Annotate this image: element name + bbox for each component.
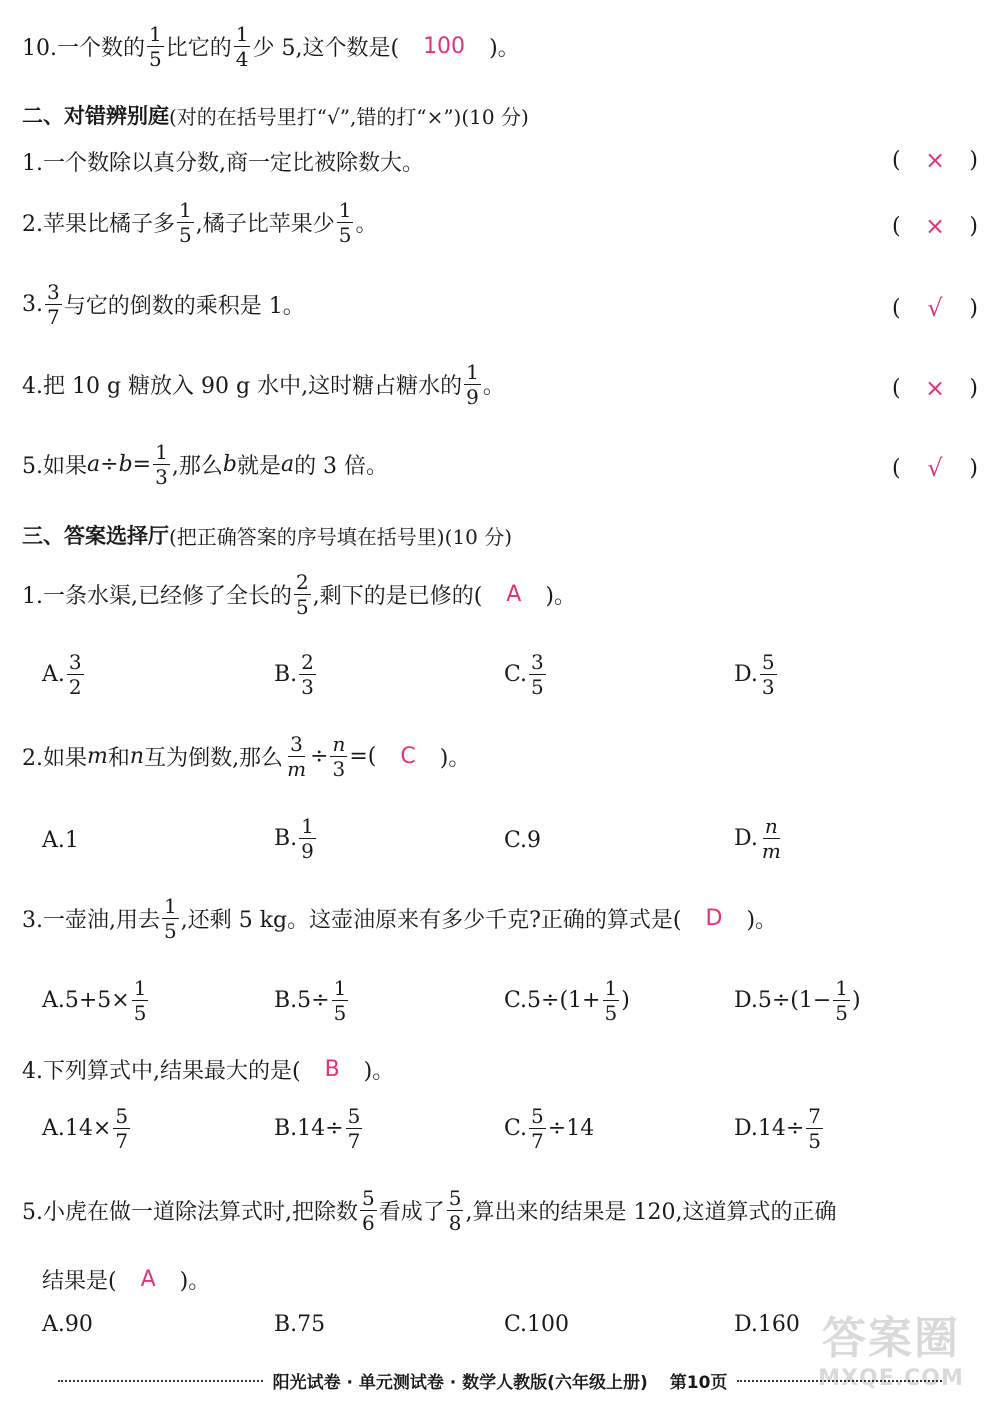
mc-question-5-line2: 结果是( A )。 xyxy=(42,1267,211,1294)
mc-question-1: 1.一条水渠,已经修了全长的 $\frac{2}{5}$ ,剩下的是已修的( A )。 xyxy=(22,570,576,619)
fraction: $\frac{1}{5}$ xyxy=(179,198,192,247)
watermark-logo: 答案圈 MXQE.COM xyxy=(818,1312,964,1391)
fraction: $\frac{1}{4}$ xyxy=(235,22,249,71)
option-a: A.14× $\frac{5}{7}$ xyxy=(42,1104,129,1153)
option-d: D. $\frac{5}{3}$ xyxy=(734,650,775,699)
option-b: B. $\frac{1}{9}$ xyxy=(274,814,314,863)
option-c: C.100 xyxy=(504,1312,570,1337)
option-b: B.75 xyxy=(274,1312,326,1337)
option-d: D.14÷ $\frac{7}{5}$ xyxy=(734,1104,822,1153)
fraction: $\frac{3}{7}$ xyxy=(47,280,60,329)
option-d: D. $\frac{n}{m}$ xyxy=(734,814,781,863)
question-10: 10.一个数的 $\frac{1}{5}$ 比它的 $\frac{1}{4}$ 少 5,这个数是( 100 )。 xyxy=(22,22,520,71)
option-a: A.1 xyxy=(42,828,79,853)
footer-title: 阳光试卷 · 单元测试卷 · 数学人教版(六年级上册) xyxy=(272,1373,648,1393)
section-2-heading: 二、对错辨别庭 (对的在括号里打“√”,错的打“×”)(10 分) xyxy=(22,104,529,129)
fraction: $\frac{1}{9}$ xyxy=(466,360,479,409)
option-b: B.14÷ $\frac{5}{7}$ xyxy=(274,1104,361,1153)
answer-paren-2: ( × ) xyxy=(892,212,978,240)
fraction: $\frac{1}{5}$ xyxy=(163,894,177,943)
tf-question-2: 2.苹果比橘子多 $\frac{1}{5}$ ,橘子比苹果少 $\frac{1}{5}$ 。 xyxy=(22,198,378,247)
answer: 100 xyxy=(423,34,466,59)
answer: A xyxy=(506,582,522,607)
answer-paren-3: ( √ ) xyxy=(892,294,978,322)
answer-paren-4: ( × ) xyxy=(892,374,978,402)
answer-paren-1: ( × ) xyxy=(892,146,978,174)
page-footer xyxy=(48,1368,952,1393)
option-c: C.5÷(1+ $\frac{1}{5}$ ) xyxy=(504,976,630,1025)
option-d: D.160 xyxy=(734,1312,800,1337)
fraction: $\frac{5}{6}$ xyxy=(362,1186,375,1235)
option-c: C. $\frac{5}{7}$ ÷14 xyxy=(504,1104,595,1153)
footer-divider-left xyxy=(58,1380,263,1382)
option-b: B.5÷ $\frac{1}{5}$ xyxy=(274,976,347,1025)
tf-question-4: 4.把 10 g 糖放入 90 g 水中,这时糖占糖水的 $\frac{1}{9}$ 。 xyxy=(22,360,505,409)
option-c: C. $\frac{3}{5}$ xyxy=(504,650,544,699)
footer-divider-right xyxy=(737,1380,942,1382)
mc-question-4: 4.下列算式中,结果最大的是( B )。 xyxy=(22,1057,395,1084)
fraction: $\frac{5}{8}$ xyxy=(448,1186,462,1235)
option-a: A.90 xyxy=(42,1312,93,1337)
fraction: $\frac{2}{5}$ xyxy=(295,570,309,619)
answer: C xyxy=(400,744,416,769)
mc-question-5: 5.小虎在做一道除法算式时,把除数 $\frac{5}{6}$ 看成了 $\frac{5}{8}$ ,算出来的结果是 120,这道算式的正确 xyxy=(22,1186,837,1235)
tf-question-1: 1.一个数除以真分数,商一定比被除数大。 xyxy=(22,151,424,176)
option-d: D.5÷(1− $\frac{1}{5}$ ) xyxy=(734,976,861,1025)
section-3-heading: 三、答案选择厅 (把正确答案的序号填在括号里)(10 分) xyxy=(22,524,513,549)
answer-paren-5: ( √ ) xyxy=(892,454,978,482)
option-c: C.9 xyxy=(504,828,542,853)
fraction: $\frac{1}{3}$ xyxy=(155,440,168,489)
option-a: A. $\frac{3}{2}$ xyxy=(42,650,82,699)
fraction: $\frac{3}{m}$ xyxy=(287,732,307,781)
mc-question-3: 3.一壶油,用去 $\frac{1}{5}$ ,还剩 5 kg。这壶油原来有多少千克?正确的算式是( D )。 xyxy=(22,894,778,943)
option-a: A.5+5× $\frac{1}{5}$ xyxy=(42,976,147,1025)
mc-question-2: 2.如果 m 和 n 互为倒数,那么 $\frac{3}{m}$ ÷ $\frac{n}{3}$ =( C )。 xyxy=(22,732,471,781)
option-b: B. $\frac{2}{3}$ xyxy=(274,650,314,699)
fraction: $\frac{n}{3}$ xyxy=(332,732,346,781)
tf-question-5: 5.如果 a ÷ b = $\frac{1}{3}$ ,那么 b 就是 a 的 3 倍。 xyxy=(22,440,389,489)
answer: A xyxy=(140,1267,156,1292)
fraction: $\frac{1}{5}$ xyxy=(149,22,162,71)
page-number: 第10页 xyxy=(669,1373,728,1393)
fraction: $\frac{1}{5}$ xyxy=(338,198,352,247)
answer: D xyxy=(705,906,723,931)
answer: B xyxy=(324,1057,340,1082)
tf-question-3: 3. $\frac{3}{7}$ 与它的倒数的乘积是 1。 xyxy=(22,280,305,329)
